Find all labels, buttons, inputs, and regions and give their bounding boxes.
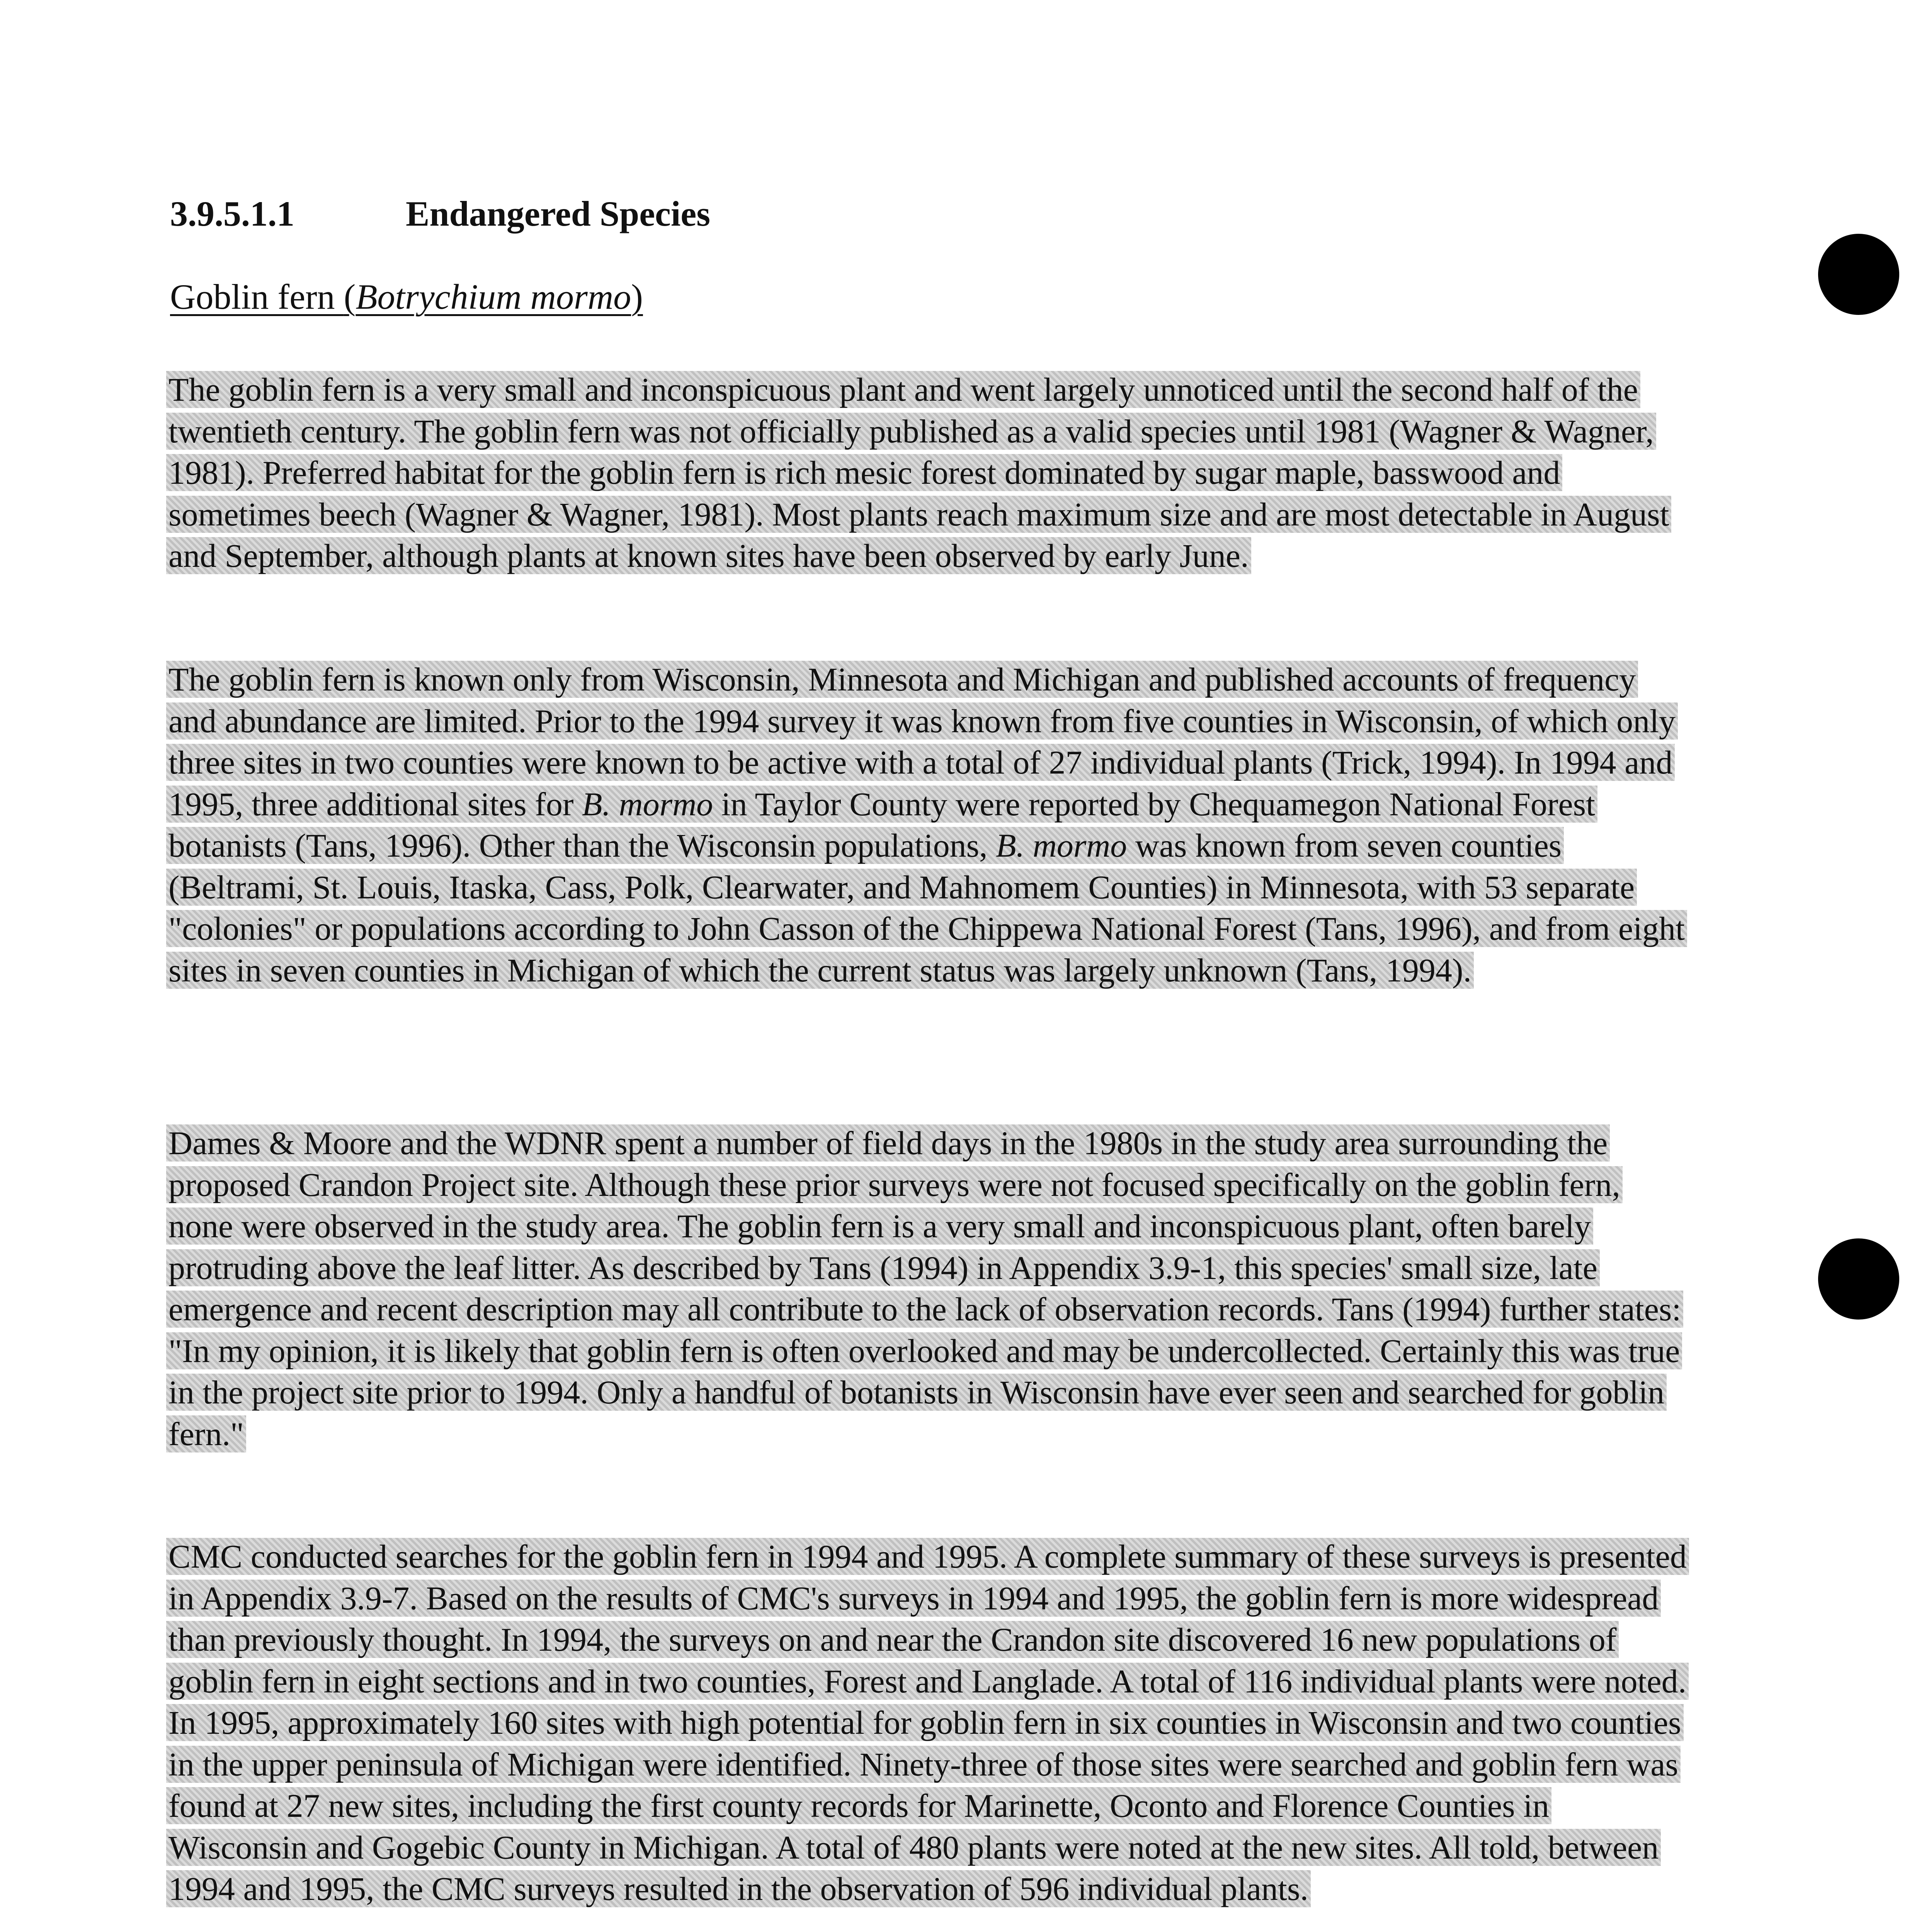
species-abbrev: B. mormo — [996, 827, 1127, 864]
highlighted-text: Dames & Moore and the WDNR spent a number of field days in the 1980s in the study area surrounding the proposed Crandon Project site. Although these prior surveys were not focused specifically on the goblin fern, none were observed in the study area. The goblin fern is a very small and inconspicuous plant, often barely protruding above the leaf litter. As described by Tans (1994) in Appendix 3.9-1, this species' small size, late emergence and recent description may all contribute to the lack of observation records. Tans (1994) further states: "In my opinion, it is likely that goblin fern is often overlooked and may be undercollected. Certainly this was true in the project site prior to 1994. Only a handful of botanists in Wisconsin have ever seen and searched for goblin fern." — [166, 1124, 1683, 1452]
text-run: The goblin fern is known only from Wisconsin, Minnesota and Michigan and published accounts of frequency and abundance are limited. Prior to the 1994 survey it was known from five counties in Wisconsin, of which only three sites in two counties were known to be active with a total of 27 individual plants (Trick, 1994). In 1994 and 1995, three additional sites for — [168, 661, 1676, 823]
species-abbrev: B. mormo — [582, 785, 713, 823]
species-latin-close: ) — [631, 277, 643, 316]
species-latin-open: ( — [344, 277, 356, 316]
species-heading — [170, 276, 643, 317]
paragraph-prior-surveys — [166, 1122, 1689, 1455]
section-number: 3.9.5.1.1 — [170, 194, 294, 233]
paragraph-distribution — [166, 659, 1689, 991]
text-run: in Taylor County were reported by Chequamegon National Forest botanists (Tans, 1996). Other than the Wisconsin populations, — [168, 785, 1596, 864]
text-run: was known from seven counties (Beltrami, St. Louis, Itaska, Cass, Polk, Clearwater, and Mahnomem Counties) in Minnesota, with 53 separate "colonies" or populations according to John Casson of the Chippewa National Forest (Tans, 1996), and from eight sites in seven counties in Michigan of which the current status was largely unknown (Tans, 1994). — [168, 827, 1685, 989]
highlighted-text: CMC conducted searches for the goblin fern in 1994 and 1995. A complete summary of these surveys is presented in Appendix 3.9-7. Based on the results of CMC's surveys in 1994 and 1995, the goblin fern is more widespread than previously thought. In 1994, the surveys on and near the Crandon site discovered 16 new populations of goblin fern in eight sections and in two counties, Forest and Langlade. A total of 116 individual plants were noted. In 1995, approximately 160 sites with high potential for goblin fern in six counties in Wisconsin and two counties in the upper peninsula of Michigan were identified. Ninety-three of those sites were searched and goblin fern was found at 27 new sites, including the first county records for Marinette, Oconto and Florence Counties in Wisconsin and Gogebic County in Michigan. A total of 480 plants were noted at the new sites. All told, between 1994 and 1995, the CMC surveys resulted in the observation of 596 individual plants. — [166, 1538, 1689, 1907]
section-heading — [170, 193, 710, 234]
species-common-name: Goblin fern — [170, 277, 344, 316]
revision-bullet-icon — [1818, 1238, 1899, 1320]
paragraph-habitat — [166, 369, 1689, 577]
species-latin-name: Botrychium mormo — [356, 277, 631, 316]
paragraph-cmc-surveys — [166, 1536, 1689, 1910]
section-title: Endangered Species — [406, 194, 711, 233]
highlighted-text: The goblin fern is a very small and inconspicuous plant and went largely unnoticed until the second half of the twentieth century. The goblin fern was not officially published as a valid species until 1981 (Wagner & Wagner, 1981). Preferred habitat for the goblin fern is rich mesic forest dominated by sugar maple, basswood and sometimes beech (Wagner & Wagner, 1981). Most plants reach maximum size and are most detectable in August and September, although plants at known sites have been observed by early June. — [166, 371, 1671, 574]
revision-bullet-icon — [1818, 234, 1899, 315]
highlighted-text — [166, 661, 1687, 989]
